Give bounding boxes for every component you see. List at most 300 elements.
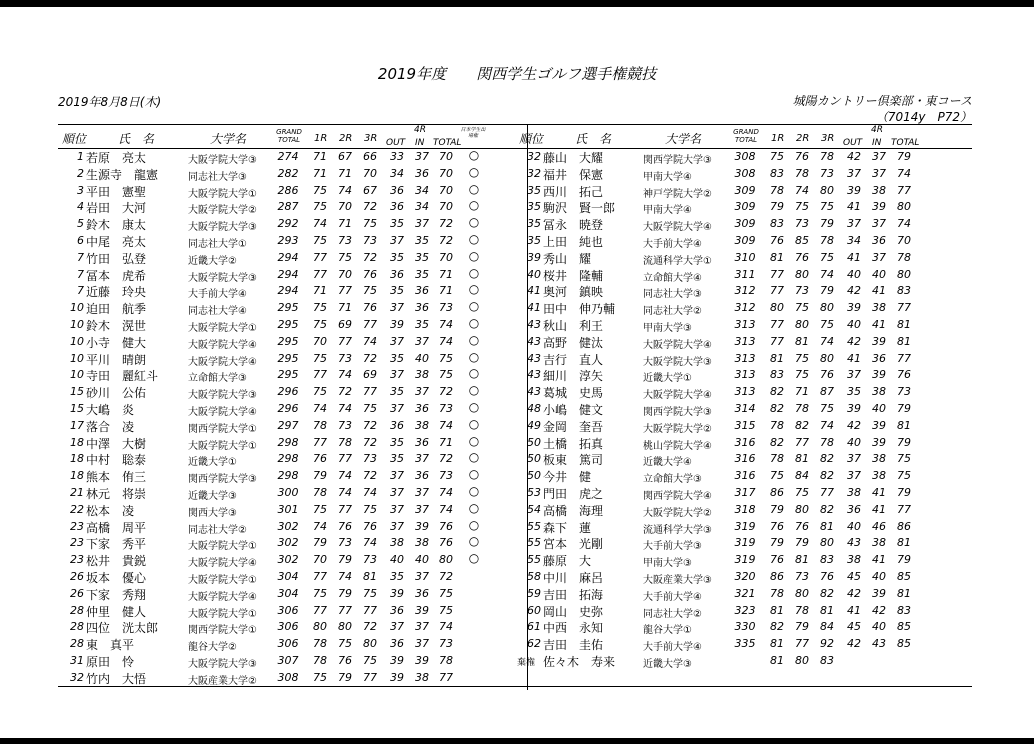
round4-out-cell: 36 xyxy=(390,418,404,432)
university-cell: 大阪学院大学③ xyxy=(188,659,257,670)
round4-total-cell: 75 xyxy=(439,586,453,600)
player-name: 迫田 航季 xyxy=(86,302,147,317)
round4-total-cell: 73 xyxy=(439,637,453,651)
round3-cell: 75 xyxy=(363,402,377,415)
round1-cell: 83 xyxy=(770,217,784,231)
university-cell: 大手前大学③ xyxy=(643,541,702,553)
round1-cell: 76 xyxy=(770,234,784,247)
round4-out-cell: 38 xyxy=(390,536,404,550)
player-name: 平川 晴朗 xyxy=(86,352,147,367)
round4-in-cell: 40 xyxy=(872,570,886,583)
rank-cell: 41 xyxy=(527,284,541,298)
round2-cell: 73 xyxy=(795,284,809,298)
round2-cell: 72 xyxy=(338,385,352,399)
round4-out-cell: 36 xyxy=(390,183,404,197)
round1-cell: 81 xyxy=(770,250,784,264)
round4-out-cell: 34 xyxy=(847,234,861,247)
round4-in-cell: 41 xyxy=(872,486,886,499)
round4-total-cell: 80 xyxy=(897,200,911,214)
grand-total-cell: 296 xyxy=(277,402,299,415)
round4-out-cell: 40 xyxy=(390,553,404,567)
header-2r: 2R xyxy=(796,133,810,144)
round1-cell: 79 xyxy=(770,200,784,214)
university-cell: 関西学院大学③ xyxy=(188,474,257,486)
round3-cell: 72 xyxy=(363,250,377,264)
round2-cell: 80 xyxy=(795,586,809,600)
round4-total-cell: 73 xyxy=(439,402,453,415)
round4-out-cell: 45 xyxy=(847,570,861,583)
round2-cell: 81 xyxy=(795,334,809,348)
table-row xyxy=(58,501,515,518)
round4-out-cell: 42 xyxy=(847,586,861,600)
round2-cell: 78 xyxy=(338,435,352,449)
round3-cell: 72 xyxy=(363,200,377,214)
round4-in-cell: 41 xyxy=(872,318,886,331)
round1-cell: 74 xyxy=(313,519,327,533)
round4-total-cell: 70 xyxy=(439,250,453,264)
round4-total-cell: 80 xyxy=(897,267,911,281)
table-row xyxy=(515,282,972,299)
round4-in-cell: 40 xyxy=(415,351,429,365)
grand-total-cell: 309 xyxy=(734,183,756,197)
round1-cell: 81 xyxy=(770,637,784,651)
grand-total-cell: 330 xyxy=(734,620,756,634)
round4-in-cell: 38 xyxy=(872,536,886,550)
rank-cell: 49 xyxy=(527,418,541,432)
rank-cell: 50 xyxy=(527,435,541,449)
rank-cell: 43 xyxy=(527,385,541,399)
round2-cell: 74 xyxy=(338,368,352,382)
university-cell: 大阪学院大学④ xyxy=(188,407,257,418)
university-cell: 大手前大学④ xyxy=(643,239,702,250)
round4-in-cell: 40 xyxy=(872,267,886,281)
table-bottom-rule xyxy=(58,686,972,687)
round4-in-cell: 39 xyxy=(872,586,886,600)
university-cell: 立命館大学③ xyxy=(643,474,702,486)
round4-out-cell: 39 xyxy=(847,402,861,415)
round1-cell: 75 xyxy=(313,670,327,684)
round4-in-cell: 38 xyxy=(415,670,429,684)
round2-cell: 75 xyxy=(795,486,809,499)
player-name: 砂川 公佑 xyxy=(86,386,147,401)
round4-total-cell: 70 xyxy=(439,183,453,197)
grand-total-cell: 312 xyxy=(734,284,756,298)
qualifier-mark: ○ xyxy=(468,433,480,448)
round2-cell: 77 xyxy=(338,603,352,617)
round1-cell: 75 xyxy=(313,586,327,600)
university-cell: 流通科学大学③ xyxy=(643,524,712,536)
grand-total-cell: 302 xyxy=(277,553,299,567)
player-name: 近藤 玲央 xyxy=(86,285,147,300)
round2-cell: 78 xyxy=(795,603,809,617)
round2-cell: 81 xyxy=(795,553,809,567)
round1-cell: 80 xyxy=(313,620,327,634)
round4-out-cell: 37 xyxy=(390,469,404,483)
round3-cell: 92 xyxy=(820,637,834,651)
grand-total-cell: 306 xyxy=(277,620,299,634)
rank-cell: 10 xyxy=(70,368,84,382)
grand-total-cell: 298 xyxy=(277,469,299,483)
university-cell: 大阪学院大学③ xyxy=(188,272,257,284)
round4-out-cell: 36 xyxy=(390,200,404,214)
round4-out-cell: 39 xyxy=(847,301,861,315)
round4-in-cell: 40 xyxy=(872,402,886,415)
round2-cell: 78 xyxy=(795,402,809,415)
round4-in-cell: 42 xyxy=(872,603,886,617)
table-row xyxy=(58,215,515,232)
grand-total-cell: 295 xyxy=(277,334,299,348)
university-cell: 龍谷大学② xyxy=(188,642,237,654)
player-name: 今井 健 xyxy=(543,470,592,485)
university-cell: 大阪学院大学③ xyxy=(188,155,257,166)
university-cell: 関西学院大学③ xyxy=(643,155,712,166)
player-name: 西川 拓己 xyxy=(543,184,604,199)
round1-cell: 82 xyxy=(770,385,784,399)
round1-cell: 75 xyxy=(770,469,784,483)
round4-total-cell: 79 xyxy=(897,402,911,415)
rank-cell: 31 xyxy=(70,654,84,667)
rank-cell: 43 xyxy=(527,351,541,365)
round2-cell: 71 xyxy=(795,385,809,399)
round4-total-cell: 72 xyxy=(439,217,453,231)
top-border xyxy=(0,0,1034,7)
university-cell: 大阪学院大学③ xyxy=(188,222,257,234)
round3-cell: 77 xyxy=(363,670,377,684)
round4-in-cell: 36 xyxy=(415,301,429,315)
rank-cell: 43 xyxy=(527,334,541,348)
player-name: 小寺 健大 xyxy=(86,335,147,350)
table-row xyxy=(58,585,515,602)
table-row xyxy=(58,165,515,182)
round4-total-cell: 85 xyxy=(897,637,911,651)
page-title: 2019年度 関西学生ゴルフ選手権競技 xyxy=(377,65,657,83)
round4-out-cell: 35 xyxy=(390,351,404,365)
player-name: 吉行 直人 xyxy=(543,352,604,367)
round1-cell: 75 xyxy=(313,183,327,197)
round4-in-cell: 36 xyxy=(415,166,429,180)
round4-total-cell: 81 xyxy=(897,536,911,550)
round1-cell: 79 xyxy=(313,536,327,550)
player-name: 吉田 拓海 xyxy=(543,587,604,602)
rank-cell: 6 xyxy=(77,234,84,247)
player-name: 秋山 利王 xyxy=(543,319,604,333)
round4-total-cell: 81 xyxy=(897,318,911,331)
round3-cell: 74 xyxy=(820,334,834,348)
grand-total-cell: 319 xyxy=(734,519,756,533)
round3-cell: 78 xyxy=(820,435,834,449)
header-rank: 順位 xyxy=(62,132,87,146)
grand-total-cell: 294 xyxy=(277,284,299,298)
rank-cell: 26 xyxy=(70,570,84,583)
round2-cell: 71 xyxy=(338,217,352,231)
round4-out-cell: 34 xyxy=(390,166,404,180)
player-name: 高野 健汰 xyxy=(543,335,604,350)
grand-total-cell: 319 xyxy=(734,536,756,550)
round2-cell: 80 xyxy=(795,654,809,667)
round4-out-cell: 37 xyxy=(390,402,404,415)
round1-cell: 86 xyxy=(770,486,784,499)
rank-cell: 43 xyxy=(527,368,541,382)
grand-total-cell: 308 xyxy=(277,670,299,684)
round3-cell: 75 xyxy=(363,284,377,298)
player-name: 板東 篤司 xyxy=(543,453,604,468)
round2-cell: 75 xyxy=(795,200,809,214)
round1-cell: 75 xyxy=(313,200,327,214)
table-row xyxy=(515,434,972,451)
rank-cell: 棄権 xyxy=(517,658,536,668)
round2-cell: 74 xyxy=(795,183,809,197)
table-row xyxy=(58,299,515,316)
player-name: 下家 秀翔 xyxy=(86,587,147,602)
qualifier-mark: ○ xyxy=(468,282,480,297)
round4-total-cell: 77 xyxy=(897,301,911,315)
table-top-rule xyxy=(58,124,972,125)
university-cell: 大阪学院大学④ xyxy=(643,222,712,234)
player-name: 岩田 大河 xyxy=(86,201,147,216)
player-name: 竹田 弘登 xyxy=(86,251,147,266)
round4-in-cell: 39 xyxy=(872,418,886,432)
table-row xyxy=(58,551,515,568)
player-name: 秀山 耀 xyxy=(543,251,592,266)
table-row xyxy=(58,198,515,215)
header-university: 大学名 xyxy=(665,132,702,146)
round3-cell: 87 xyxy=(820,385,834,399)
round4-out-cell: 35 xyxy=(390,385,404,399)
round2-cell: 67 xyxy=(338,150,352,163)
grand-total-cell: 274 xyxy=(277,150,299,163)
round3-cell: 75 xyxy=(363,654,377,667)
round4-out-cell: 40 xyxy=(847,318,861,331)
table-row xyxy=(58,232,515,249)
header-in: IN xyxy=(872,138,882,148)
round3-cell: 82 xyxy=(820,452,834,466)
qualifier-mark: ○ xyxy=(468,148,480,162)
grand-total-cell: 313 xyxy=(734,334,756,348)
round2-cell: 76 xyxy=(338,519,352,533)
player-name: 下家 秀平 xyxy=(86,537,147,552)
round4-out-cell: 35 xyxy=(847,385,861,399)
round1-cell: 75 xyxy=(313,234,327,247)
round3-cell: 70 xyxy=(363,166,377,180)
round1-cell: 81 xyxy=(770,603,784,617)
grand-total-cell: 309 xyxy=(734,234,756,247)
university-cell: 立命館大学③ xyxy=(188,373,247,385)
university-cell: 関西大学③ xyxy=(188,507,237,519)
round3-cell: 74 xyxy=(820,267,834,281)
round3-cell: 75 xyxy=(363,586,377,600)
round4-total-cell: 72 xyxy=(439,452,453,466)
table-row xyxy=(515,350,972,367)
round4-total-cell: 85 xyxy=(897,620,911,634)
player-name: 佐々木 寿来 xyxy=(543,655,616,669)
round4-out-cell: 33 xyxy=(390,150,404,163)
round4-total-cell: 70 xyxy=(439,200,453,214)
round1-cell: 78 xyxy=(313,637,327,651)
round4-in-cell: 35 xyxy=(415,318,429,331)
round1-cell: 77 xyxy=(770,318,784,331)
round1-cell: 77 xyxy=(770,284,784,298)
bottom-border xyxy=(0,738,1034,744)
round4-total-cell: 77 xyxy=(439,670,453,684)
table-row xyxy=(58,400,515,417)
round3-cell: 80 xyxy=(820,536,834,550)
header-1r: 1R xyxy=(314,133,328,144)
rank-cell: 32 xyxy=(527,150,541,163)
round1-cell: 80 xyxy=(770,301,784,315)
round2-cell: 79 xyxy=(795,536,809,550)
round4-total-cell: 72 xyxy=(439,234,453,247)
player-name: 中村 聡泰 xyxy=(86,453,147,468)
header-out: OUT xyxy=(386,138,406,148)
qualifier-mark: ○ xyxy=(468,551,480,566)
round1-cell: 74 xyxy=(313,402,327,415)
rank-cell: 50 xyxy=(527,452,541,466)
university-cell: 大阪学院大学① xyxy=(188,541,257,553)
right-half-rule xyxy=(527,669,528,686)
rank-cell: 23 xyxy=(70,519,84,533)
rank-cell: 18 xyxy=(70,452,84,466)
round4-in-cell: 39 xyxy=(872,334,886,348)
player-name: 平田 憲聖 xyxy=(86,184,147,199)
round4-in-cell: 37 xyxy=(415,452,429,466)
player-name: 松井 貴鋭 xyxy=(86,554,147,569)
round2-cell: 81 xyxy=(795,452,809,466)
rank-cell: 55 xyxy=(527,553,541,567)
round1-cell: 77 xyxy=(313,435,327,449)
round4-out-cell: 42 xyxy=(847,418,861,432)
round4-out-cell: 37 xyxy=(390,502,404,516)
round4-in-cell: 38 xyxy=(872,385,886,399)
round3-cell: 74 xyxy=(363,486,377,499)
grand-total-cell: 294 xyxy=(277,267,299,281)
round4-total-cell: 73 xyxy=(439,301,453,315)
grand-total-cell: 308 xyxy=(734,150,756,163)
rank-cell: 2 xyxy=(77,166,84,180)
round4-total-cell: 85 xyxy=(897,570,911,583)
round1-cell: 78 xyxy=(313,654,327,667)
round3-cell: 78 xyxy=(820,234,834,247)
player-name: 林元 将崇 xyxy=(86,487,147,501)
table-row xyxy=(515,366,972,383)
round1-cell: 70 xyxy=(313,334,327,348)
round3-cell: 75 xyxy=(363,502,377,516)
round3-cell: 73 xyxy=(363,452,377,466)
round4-in-cell: 41 xyxy=(872,502,886,516)
round2-cell: 70 xyxy=(338,267,352,281)
round4-out-cell: 38 xyxy=(847,553,861,567)
round4-out-cell: 35 xyxy=(390,284,404,298)
round1-cell: 75 xyxy=(770,150,784,163)
grand-total-cell: 315 xyxy=(734,418,756,432)
table-row xyxy=(58,434,515,451)
header-grand-total: GRAND TOTAL xyxy=(733,128,759,144)
table-row xyxy=(515,249,972,266)
rank-cell: 15 xyxy=(70,402,84,415)
table-row xyxy=(58,635,515,652)
round4-total-cell: 83 xyxy=(897,284,911,298)
round1-cell: 82 xyxy=(770,620,784,634)
round3-cell: 67 xyxy=(363,183,377,197)
table-row xyxy=(515,198,972,215)
university-cell: 甲南大学④ xyxy=(643,171,692,183)
rank-cell: 7 xyxy=(77,250,84,264)
qualifier-mark: ○ xyxy=(468,534,480,549)
player-name: 森下 蓮 xyxy=(543,520,592,535)
round4-in-cell: 37 xyxy=(872,250,886,264)
round2-cell: 80 xyxy=(795,267,809,281)
round4-total-cell: 74 xyxy=(439,334,453,348)
grand-total-cell: 301 xyxy=(277,502,299,516)
qualifier-mark: ○ xyxy=(468,232,480,246)
table-row xyxy=(58,484,515,501)
table-row xyxy=(58,417,515,434)
header-name: 氏 名 xyxy=(575,132,612,146)
grand-total-cell: 282 xyxy=(277,166,299,180)
round4-in-cell: 46 xyxy=(872,519,886,533)
table-row xyxy=(515,215,972,232)
rank-cell: 28 xyxy=(70,637,84,651)
rank-cell: 35 xyxy=(527,183,541,197)
round4-out-cell: 38 xyxy=(847,486,861,499)
round4-in-cell: 40 xyxy=(415,553,429,567)
university-cell: 大阪学院大学③ xyxy=(188,390,257,402)
university-cell: 関西学院大学③ xyxy=(643,407,712,418)
round4-total-cell: 79 xyxy=(897,150,911,163)
player-name: 奥河 鎮映 xyxy=(543,285,604,300)
university-cell: 近畿大学③ xyxy=(643,659,692,670)
round4-total-cell: 75 xyxy=(439,351,453,365)
header-university: 大学名 xyxy=(210,132,247,146)
table-row xyxy=(515,417,972,434)
round2-cell: 74 xyxy=(338,469,352,483)
round4-out-cell: 45 xyxy=(847,620,861,634)
grand-total-cell: 321 xyxy=(734,586,756,600)
header-3r: 3R xyxy=(364,133,378,144)
grand-total-cell: 313 xyxy=(734,368,756,382)
university-cell: 甲南大学③ xyxy=(643,323,692,334)
player-name: 原田 怜 xyxy=(86,655,135,669)
round4-total-cell: 81 xyxy=(897,334,911,348)
qualifier-mark: ○ xyxy=(468,164,480,179)
round4-out-cell: 40 xyxy=(847,435,861,449)
grand-total-cell: 298 xyxy=(277,435,299,449)
player-name: 四位 洸太郎 xyxy=(86,621,159,636)
grand-total-cell: 302 xyxy=(277,536,299,550)
university-cell: 龍谷大学① xyxy=(643,625,692,637)
qualifier-mark: ○ xyxy=(468,383,480,398)
player-name: 福井 保憲 xyxy=(543,167,604,182)
rank-cell: 5 xyxy=(77,217,84,231)
round4-out-cell: 37 xyxy=(390,368,404,382)
round1-cell: 75 xyxy=(313,502,327,516)
round4-out-cell: 37 xyxy=(390,334,404,348)
grand-total-cell: 318 xyxy=(734,502,756,516)
round3-cell: 74 xyxy=(363,334,377,348)
table-row xyxy=(515,585,972,602)
qualifier-mark: ○ xyxy=(468,332,480,347)
grand-total-cell: 287 xyxy=(277,200,299,214)
round4-total-cell: 78 xyxy=(439,654,453,667)
grand-total-cell: 302 xyxy=(277,519,299,533)
player-name: 中西 永知 xyxy=(543,621,604,636)
university-cell: 甲南大学④ xyxy=(643,205,692,217)
round4-total-cell: 74 xyxy=(897,217,911,231)
round3-cell: 84 xyxy=(820,620,834,634)
player-name: 冨本 虎希 xyxy=(86,268,147,283)
qualifier-mark: ○ xyxy=(468,500,480,515)
grand-total-cell: 313 xyxy=(734,318,756,331)
round4-in-cell: 36 xyxy=(415,284,429,298)
